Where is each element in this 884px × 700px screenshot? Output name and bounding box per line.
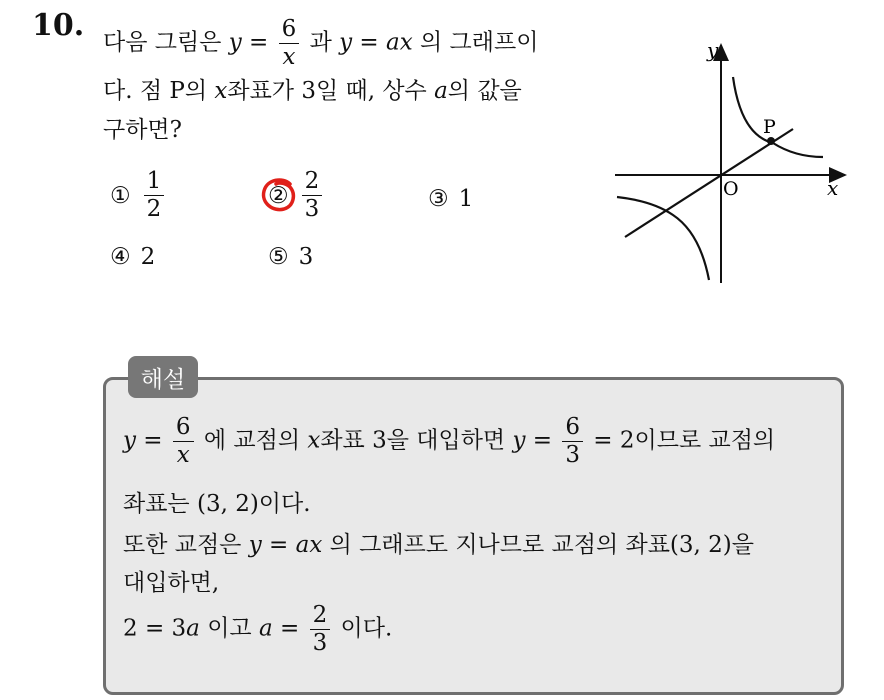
solution-line-2: 좌표는 (3, 2)이다. [123,491,311,517]
choice-3[interactable]: ③ 1 [428,186,474,212]
solution-tag: 해설 [128,356,198,398]
choice-5[interactable]: ⑤ 3 [268,244,314,270]
solution-line-1: y = $\frac{6}{x}$ 에 교점의 x좌표 3을 대입하면 y = $\frac{6}{3}$ = 2이므로 교점의 [123,414,776,468]
solution-line-5: 2 = 3a 이고 a = $\frac{2}{3}$ 이다. [123,602,393,656]
function-graph [605,35,860,285]
choice-4[interactable]: ④ 2 [110,244,156,270]
choice-1[interactable]: ① $\frac{1}{2}$ [110,170,167,221]
question-line-1: 다음 그림은 y = $\frac{6}{x}$ 과 y = ax 의 그래프이 [103,16,539,70]
y-axis-label: y [707,38,719,62]
question-line-3: 구하면? [103,117,182,143]
hyperbola-branch-right [733,77,823,157]
question-line-2: 다. 점 P의 x좌표가 3일 때, 상수 a의 값을 [103,78,522,104]
point-p [767,137,775,145]
line-y-ax [625,129,793,237]
origin-label: O [723,178,739,200]
hyperbola-branch-left [617,197,709,280]
selected-answer-circle-icon [259,175,299,215]
question-number: 10. [32,8,85,43]
solution-line-3: 또한 교점은 y = ax 의 그래프도 지나므로 교점의 좌표(3, 2)을 [123,532,754,558]
fraction-6-over-x: $\frac{6}{x}$ [279,18,300,69]
x-axis-label: x [827,176,839,200]
choice-2[interactable]: ② $\frac{2}{3}$ [268,170,325,221]
solution-line-4: 대입하면, [123,570,220,596]
point-p-label: P [763,116,776,138]
